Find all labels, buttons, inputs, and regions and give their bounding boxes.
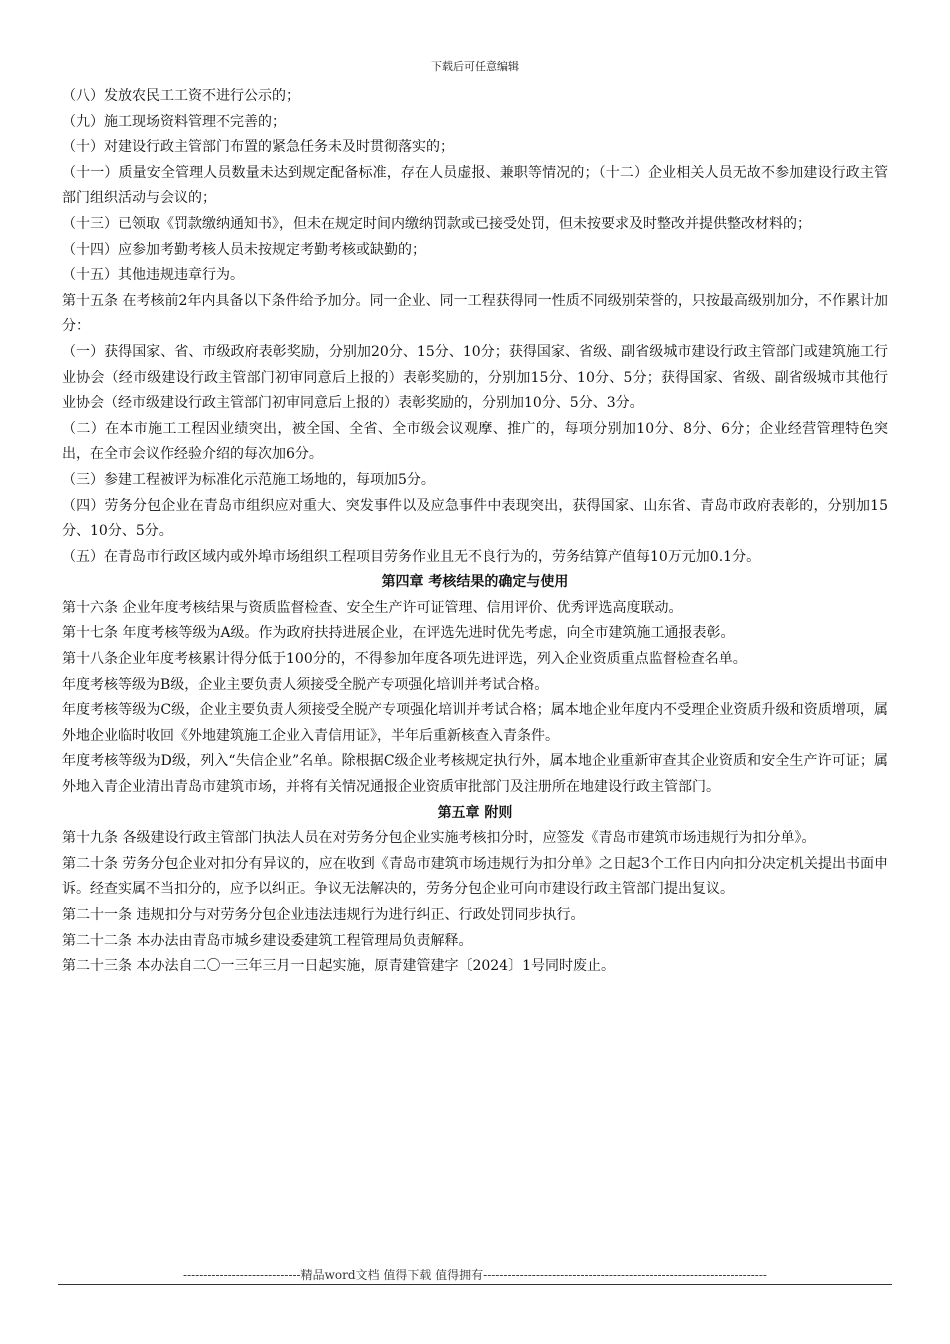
- paragraph: 第十八条企业年度考核累计得分低于100分的，不得参加年度各项先进评选，列入企业资质重点监督检查名单。: [62, 651, 747, 668]
- paragraph: 第十七条 年度考核等级为A级。作为政府扶持进展企业，在评选先进时优先考虑，向全市建筑施工通报表彰。: [62, 625, 735, 642]
- article-15: 第十五条 在考核前2年内具备以下条件给予加分。同一企业、同一工程获得同一性质不同级别荣誉的，只按最高级别加分，不作累计加分：: [62, 292, 888, 335]
- document-body: [62, 84, 888, 980]
- paragraph: （八）发放农民工工资不进行公示的；: [62, 88, 300, 104]
- paragraph: （十三）已领取《罚款缴纳通知书》，但未在规定时间内缴纳罚款或已接受处罚，但未按要求及时整改并提供整改材料的；: [62, 215, 811, 232]
- paragraph: 第十六条 企业年度考核结果与资质监督检查、安全生产许可证管理、信用评价、优秀评选高度联动。: [62, 599, 683, 616]
- paragraph: 年度考核等级为C级，企业主要负责人须接受全脱产专项强化培训并考试合格；属本地企业年度内不受理企业资质升级和资质增项，属外地企业临时收回《外地建筑施工企业入青信用证》，半年后重新核查入青条件。: [62, 702, 888, 744]
- chapter-5-heading: 第五章 附则: [437, 804, 513, 821]
- paragraph: （一）获得国家、省、市级政府表彰奖励，分别加20分、15分、10分；获得国家、省级、副省级城市建设行政主管部门或建筑施工行业协会（经市级建设行政主管部门初审同意后上报的）表彰奖励的，分别加15分、10分、5分；获得国家、省级、副省级城市其他行业协会（经市级建设行政主管部门初审同意后上报的）表彰奖励的，分别加10分、5分、3分。: [62, 343, 888, 412]
- page-header: 下载后可任意编辑: [431, 60, 519, 73]
- paragraph: 第二十三条 本办法自二〇一三年三月一日起实施，原青建管建字〔2024〕1号同时废止。: [62, 958, 615, 975]
- footer-divider: [58, 1284, 892, 1285]
- page-footer: -----------------------------精品word文档 值得下载 值得拥有----------------------------------------------------------------------: [183, 1268, 767, 1282]
- paragraph: （十五）其他违规违章行为。: [62, 267, 244, 284]
- paragraph: （十）对建设行政主管部门布置的紧急任务未及时贯彻落实的；: [62, 139, 454, 156]
- paragraph: 第十九条 各级建设行政主管部门执法人员在对劳务分包企业实施考核扣分时，应签发《青岛市建筑市场违规行为扣分单》。: [62, 830, 816, 847]
- paragraph: 年度考核等级为D级，列入“失信企业”名单。除根据C级企业考核规定执行外，属本地企业重新审查其企业资质和安全生产许可证；属外地入青企业清出青岛市建筑市场，并将有关情况通报企业资质审批部门及注册所在地建设行政主管部门。: [62, 753, 888, 796]
- paragraph: （五）在青岛市行政区域内或外埠市场组织工程项目劳务作业且无不良行为的，劳务结算产值每10万元加0.1分。: [62, 548, 761, 565]
- paragraph: （十一）质量安全管理人员数量未达到规定配备标准，存在人员虚报、兼职等情况的；（十二）企业相关人员无故不参加建设行政主管部门组织活动与会议的；: [62, 164, 888, 207]
- paragraph: （三）参建工程被评为标准化示范施工场地的，每项加5分。: [62, 471, 435, 488]
- paragraph: 年度考核等级为B级，企业主要负责人须接受全脱产专项强化培训并考试合格。: [62, 676, 549, 693]
- paragraph: 第二十一条 违规扣分与对劳务分包企业违法违规行为进行纠正、行政处罚同步执行。: [62, 907, 585, 923]
- paragraph: 第二十条 劳务分包企业对扣分有异议的，应在收到《青岛市建筑市场违规行为扣分单》之日起3个工作日内向扣分决定机关提出书面申诉。经查实属不当扣分的，应予以纠正。争议无法解决的，劳务分包企业可向市建设行政主管部门提出复议。: [62, 855, 888, 898]
- paragraph: （二）在本市施工工程因业绩突出，被全国、全省、全市级会议观摩、推广的，每项分别加10分、8分、6分；企业经营管理特色突出，在全市会议作经验介绍的每次加6分。: [62, 420, 888, 463]
- paragraph: （九）施工现场资料管理不完善的；: [62, 113, 286, 130]
- chapter-4-heading: 第四章 考核结果的确定与使用: [381, 574, 569, 591]
- paragraph: （四）劳务分包企业在青岛市组织应对重大、突发事件以及应急事件中表现突出，获得国家、山东省、青岛市政府表彰的，分别加15分、10分、5分。: [62, 497, 888, 540]
- paragraph: （十四）应参加考勤考核人员未按规定考勤考核或缺勤的；: [62, 241, 426, 258]
- paragraph: 第二十二条 本办法由青岛市城乡建设委建筑工程管理局负责解释。: [62, 932, 473, 949]
